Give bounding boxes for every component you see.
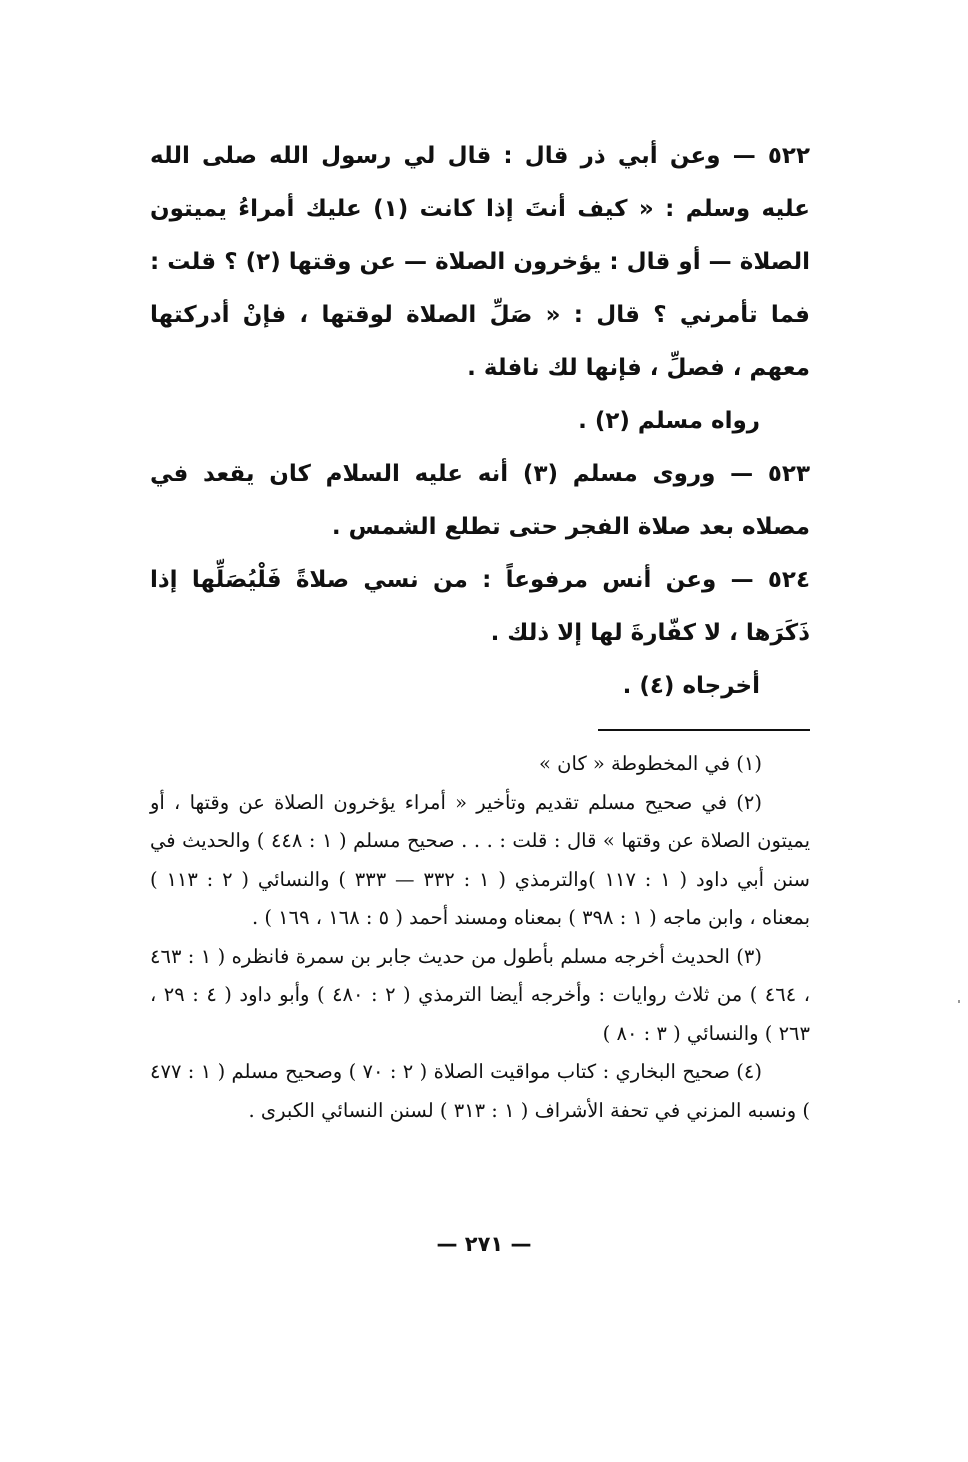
footnote-2: (٢) في صحيح مسلم تقديم وتأخير « أمراء يؤخرون الصلاة عن وقتها ، أو يميتون الصلاة عن وقتها » قال : قلت : . . . صحيح مسلم ( ١ : ٤٤٨ ) والحديث في سنن أبي داود ( ١ : ١١٧ )والترمذي ( ١ : ٣٣٢ — ٣٣٣ ) والنسائي ( ٢ : ١١٣ ) بمعناه ، وابن ماجه ( ١ : ٣٩٨ ) بمعناه ومسند أحمد ( ٥ : ١٦٨ ، ١٦٩ ) .: [150, 790, 811, 929]
hadith-524-source: أخرجاه (٤) .: [622, 673, 760, 699]
hadith-523: ٥٢٣ — وروى مسلم (٣) أنه عليه السلام كان يقعد في مصلاه بعد صلاة الفجر حتى تطلع الشمس .: [150, 461, 810, 540]
footnote-4: (٤) صحيح البخاري : كتاب مواقيت الصلاة ( ٢ : ٧٠ ) وصحيح مسلم ( ١ : ٤٧٧ ) ونسبه المزني في تحفة الأشراف ( ١ : ٣١٣ ) لسنن النسائي الكبرى .: [150, 1060, 810, 1122]
footnote-divider: [598, 729, 810, 731]
hadith-524: ٥٢٤ — وعن أنس مرفوعاً : من نسي صلاةً فَلْيُصَلِّها إذا ذَكَرَها ، لا كفّارةَ لها إلا ذلك .: [150, 567, 810, 646]
scan-speck: [958, 1000, 960, 1003]
footnote-1: (١) في المخطوطة « كان »: [539, 752, 762, 775]
hadith-522: ٥٢٢ — وعن أبي ذر قال : قال لي رسول الله صلى الله عليه وسلم : « كيف أنتَ إذا كانت (١) عليك أمراءُ يميتون الصلاة — أو قال : يؤخرون الصلاة — عن وقتها (٢) ؟ قلت : فما تأمرني ؟ قال : « صَلِّ الصلاة لوقتها ، فإنْ أدركتها معهم ، فصلِّ ، فإنها لك نافلة .: [150, 143, 810, 381]
hadith-522-source: رواه مسلم (٢) .: [578, 408, 760, 434]
footnotes: [150, 745, 810, 1130]
footnote-3: (٣) الحديث أخرجه مسلم بأطول من حديث جابر بن سمرة فانظره ( ١ : ٤٦٣ ، ٤٦٤ ) من ثلاث روايات : وأخرجه أيضا الترمذي ( ٢ : ٤٨٠ ) وأبو داود ( ٤ : ٢٩ ، ٢٦٣ ) والنسائي ( ٣ : ٨٠ ): [150, 944, 811, 1045]
page-number: — ٢٧١ —: [436, 1232, 532, 1256]
page-body: [150, 130, 810, 1130]
